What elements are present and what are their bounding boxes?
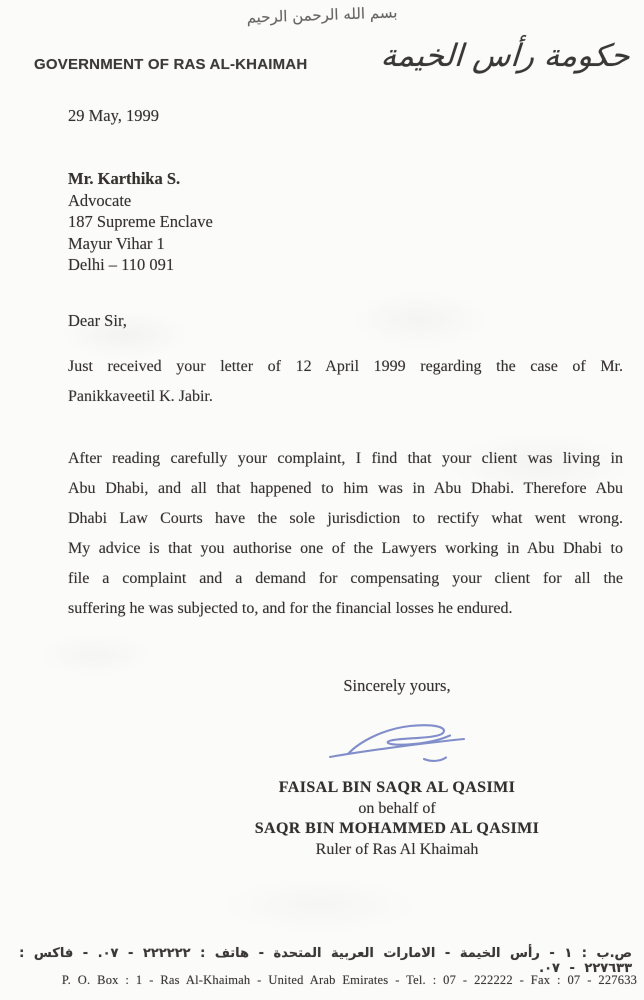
recipient-address bbox=[68, 190, 213, 276]
principal-name: SAQR BIN MOHAMMED AL QASIMI bbox=[254, 820, 540, 837]
body-line: Abu Dhabi, and all that happened to him was in Abu Dhabi. Therefore Abu bbox=[68, 480, 623, 497]
paragraph-1 bbox=[68, 352, 623, 412]
letter-date: 29 May, 1999 bbox=[68, 106, 160, 125]
body-line: file a complaint and a demand for compensating your client for all the bbox=[68, 570, 623, 587]
on-behalf-of-text: on behalf of bbox=[358, 799, 436, 817]
signer-name: FAISAL BIN SAQR AL QASIMI bbox=[278, 779, 516, 796]
recipient-address-line: Delhi – 110 091 bbox=[68, 255, 175, 274]
recipient-block bbox=[68, 168, 213, 276]
closing-block bbox=[150, 676, 644, 860]
government-title-en: GOVERNMENT OF RAS AL-KHAIMAH bbox=[34, 56, 308, 73]
recipient-name: Mr. Karthika S. bbox=[68, 169, 181, 188]
greeting: Dear Sir, bbox=[68, 311, 127, 330]
body-line: My advice is that you authorise one of the Lawyers working in Abu Dhabi to bbox=[68, 540, 623, 557]
footer-address-arabic: ص.ب : ١ - رأس الخيمة - الامارات العربية المتحدة - هاتف : ٢٢٢٢٢٢ - ٠٧. - فاكس : ٢٢٧٦٣٣ - ٠٧. bbox=[19, 946, 632, 976]
body-line: Panikkaveetil K. Jabir. bbox=[68, 388, 213, 405]
recipient-address-line: Advocate bbox=[68, 190, 132, 210]
body-line: Just received your letter of 12 April 1999 regarding the case of Mr. bbox=[68, 358, 623, 375]
body-line: Dhabi Law Courts have the sole jurisdiction to rectify what went wrong. bbox=[68, 510, 623, 527]
closing-salutation: Sincerely yours, bbox=[343, 676, 451, 695]
signature-scribble bbox=[326, 712, 468, 768]
body-line: suffering he was subjected to, and for the financial losses he endured. bbox=[68, 600, 513, 617]
paragraph-2 bbox=[68, 444, 623, 624]
recipient-address-line: Mayur Vihar 1 bbox=[68, 233, 165, 253]
footer-address-english: P. O. Box : 1 - Ras Al-Khaimah - United Arab Emirates - Tel. : 07 - 222222 - Fax : 07 - 227633 bbox=[61, 973, 638, 987]
body-line: After reading carefully your complaint, I find that your client was living in bbox=[68, 450, 623, 467]
recipient-address-line: 187 Supreme Enclave bbox=[68, 212, 213, 231]
principal-title: Ruler of Ras Al Khaimah bbox=[315, 840, 479, 858]
government-arabic-calligraphy: حكومة رأس الخيمة bbox=[380, 38, 632, 74]
bismillah-calligraphy: بسم الله الرحمن الرحيم bbox=[246, 3, 398, 27]
